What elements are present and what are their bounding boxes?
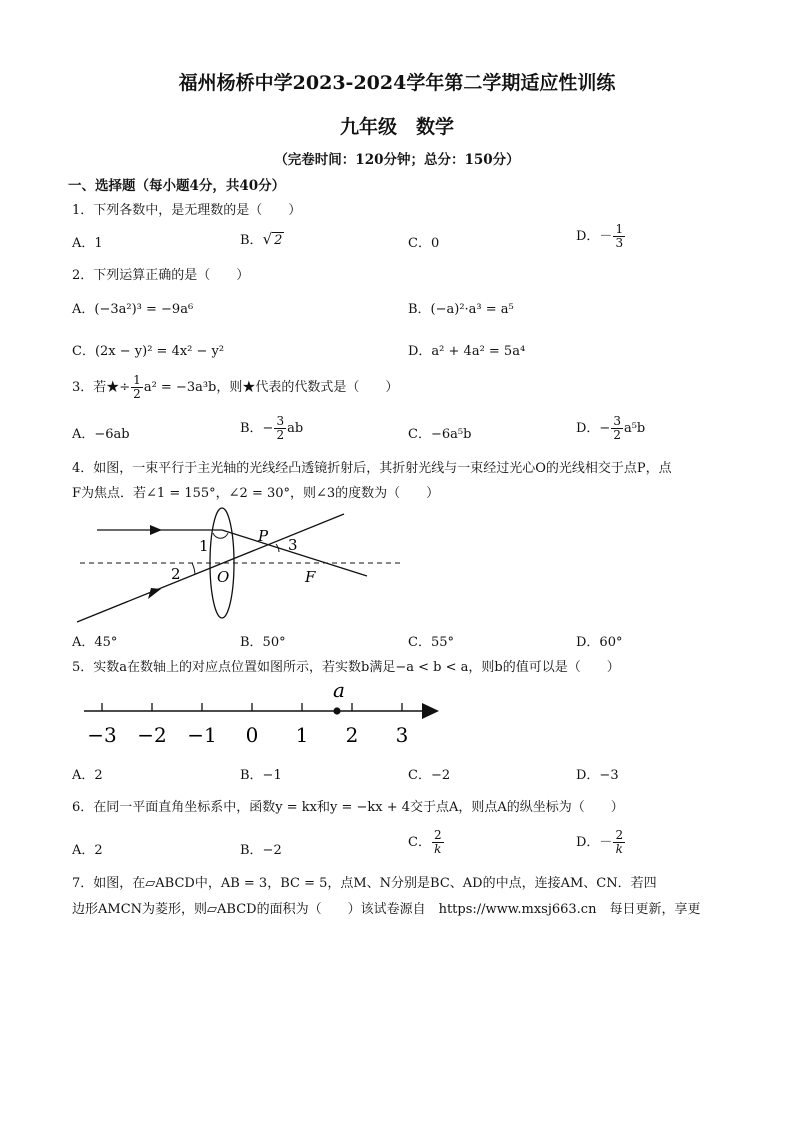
q6-option-a: A．2	[72, 843, 103, 858]
arrow-head-parallel	[150, 525, 162, 535]
q1-option-b-prefix: B．	[240, 233, 263, 248]
q1-option-d-prefix: D．－	[576, 229, 613, 244]
fraction-denominator: 3	[615, 236, 624, 250]
q6-stem: 6．在同一平面直角坐标系中，函数y = kx和y = −kx + 4交于点A，则点A的纵坐标为（ ）	[72, 800, 624, 815]
q5-option-c: C．−2	[408, 768, 451, 783]
fraction-denominator: 2	[276, 428, 285, 442]
exam-title: 福州杨桥中学2023-2024学年第二学期适应性训练	[178, 72, 616, 94]
q3-option-b	[240, 415, 303, 442]
q5-option-d: D．−3	[576, 768, 619, 783]
exam-info: （完卷时间：120分钟；总分：150分）	[274, 152, 520, 168]
q1-option-d	[576, 223, 626, 250]
fraction-numerator: 1	[615, 222, 624, 236]
angle-3-label: 3	[288, 536, 298, 554]
q3-stem-post: a² = −3a³b，则★代表的代数式是（ ）	[143, 380, 399, 395]
number-line-tick-label: −3	[87, 723, 117, 747]
q5-option-b: B．−1	[240, 768, 282, 783]
q2-option-d: D．a² + 4a² = 5a⁴	[408, 344, 526, 359]
q6-option-d-prefix: D．－	[576, 835, 613, 850]
arrow-head-center	[148, 588, 161, 599]
point-a	[333, 707, 340, 714]
fraction-numerator: 2	[615, 828, 624, 842]
q6-option-b: B．−2	[240, 843, 282, 858]
fraction-denominator: 2	[133, 387, 141, 401]
q2-option-b: B．(−a)²·a³ = a⁵	[408, 302, 514, 317]
angle-1-arc	[213, 533, 228, 538]
point-p-label: P	[258, 527, 269, 545]
q3-option-b-prefix: B．−	[240, 421, 274, 436]
angle-1-label: 1	[199, 537, 209, 555]
q1-option-b	[240, 229, 284, 248]
q5-stem: 5．实数a在数轴上的对应点位置如图所示，若实数b满足−a < b < a，则b的值可以是（ ）	[72, 660, 620, 675]
q1-option-b-radicand: 2	[274, 233, 283, 248]
lens-diagram	[72, 500, 412, 625]
q1-option-c: C．0	[408, 236, 440, 251]
q6-option-c	[408, 829, 445, 856]
q3-stem-pre: 3．若★÷	[72, 380, 131, 395]
number-line-arrow	[422, 703, 439, 719]
q3-option-d-fraction	[611, 415, 623, 442]
q3-option-a: A．−6ab	[72, 427, 130, 442]
exam-subtitle: 九年级 数学	[339, 116, 454, 138]
q2-option-c: C．(2x − y)² = 4x² − y²	[72, 344, 225, 359]
q6-option-c-fraction	[432, 829, 444, 856]
angle-2-label: 2	[171, 565, 181, 583]
q6-option-d-fraction	[613, 829, 625, 856]
q4-option-b: B．50°	[240, 635, 286, 650]
q4-stem-line2: F为焦点．若∠1 = 155°，∠2 = 30°，则∠3的度数为（ ）	[72, 486, 440, 501]
q3-stem	[72, 374, 398, 401]
point-o-label: O	[217, 568, 230, 586]
section-heading: 一、选择题（每小题4分，共40分）	[68, 178, 286, 194]
sqrt-sign: √	[262, 230, 273, 248]
fraction-denominator: 2	[613, 428, 621, 442]
fraction-numerator: 3	[613, 414, 621, 428]
q7-stem-line2: 边形AMCN为菱形，则▱ABCD的面积为（ ）该试卷源自 https://www.mxsj663.cn 每日更新，享更	[72, 902, 701, 917]
q6-option-d	[576, 829, 626, 856]
q3-option-d-suffix: a⁵b	[623, 421, 646, 436]
q6-option-c-prefix: C．	[408, 835, 431, 850]
q1-option-d-fraction	[613, 223, 625, 250]
q3-option-b-suffix: ab	[287, 421, 304, 436]
q2-option-a: A．(−3a²)³ = −9a⁶	[72, 302, 194, 317]
number-line-tick-label: 1	[295, 723, 309, 747]
fraction-numerator: 2	[433, 828, 442, 842]
q3-option-d	[576, 415, 645, 442]
fraction-numerator: 1	[133, 373, 141, 387]
q3-stem-fraction	[131, 374, 143, 401]
number-line-tick-label: 2	[345, 723, 359, 747]
q4-stem-line1: 4．如图，一束平行于主光轴的光线经凸透镜折射后，其折射光线与一束经过光心O的光线相交于点P，点	[72, 461, 672, 476]
fraction-denominator: k	[434, 842, 442, 856]
point-f-label: F	[305, 568, 316, 586]
number-line-tick-label: −2	[137, 723, 167, 747]
q4-option-a: A．45°	[72, 635, 118, 650]
q3-option-d-prefix: D．−	[576, 421, 611, 436]
q1-stem: 1．下列各数中，是无理数的是（ ）	[72, 203, 302, 218]
point-a-label: a	[333, 678, 345, 702]
fraction-numerator: 3	[276, 414, 285, 428]
fraction-denominator: k	[615, 842, 623, 856]
angle-2-arc	[192, 563, 195, 575]
number-line-tick-label: −1	[187, 723, 217, 747]
q7-stem-line1: 7．如图，在▱ABCD中，AB = 3，BC = 5，点M、N分别是BC、AD的中点，连接AM、CN．若四	[72, 876, 657, 891]
q2-stem: 2．下列运算正确的是（ ）	[72, 268, 250, 283]
q4-option-c: C．55°	[408, 635, 454, 650]
number-line-tick-label: 3	[395, 723, 409, 747]
number-line	[72, 678, 452, 750]
q4-option-d: D．60°	[576, 635, 623, 650]
q3-option-c: C．−6a⁵b	[408, 427, 472, 442]
number-line-tick-label: 0	[245, 723, 259, 747]
q1-option-a: A．1	[72, 236, 103, 251]
q3-option-b-fraction	[274, 415, 286, 442]
q5-option-a: A．2	[72, 768, 103, 783]
